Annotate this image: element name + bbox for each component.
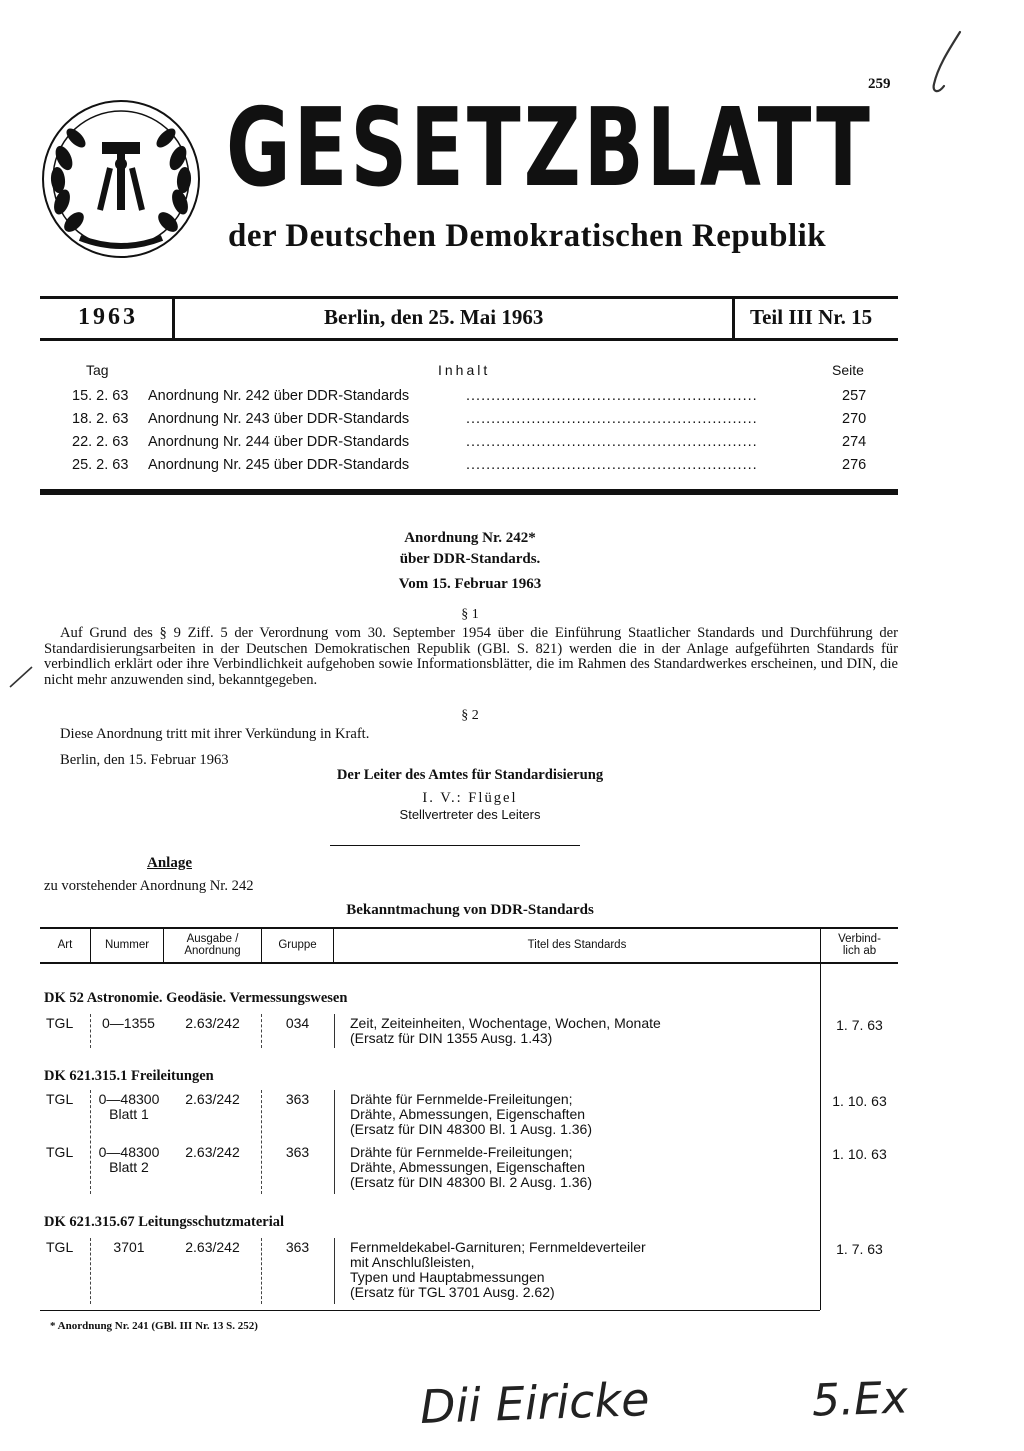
column-header-issue-2: Anordnung xyxy=(184,945,241,957)
column-header-binding: Verbind- xyxy=(838,933,881,945)
column-header-art: Art xyxy=(57,939,73,951)
annex-heading: Anlage xyxy=(147,855,192,871)
contents-row xyxy=(0,411,1024,433)
table-row-divider xyxy=(261,1238,262,1304)
dot-leader: .......................................................... xyxy=(466,457,758,473)
cell-title: Zeit, Zeiteinheiten, Wochentage, Wochen, Monate xyxy=(350,1015,661,1031)
signer-title: Stellvertreter des Leiters xyxy=(399,807,541,822)
cell-group: 363 xyxy=(285,1144,310,1160)
contents-page: 276 xyxy=(842,457,867,473)
cell-title: Drähte für Fernmelde-Freileitungen; xyxy=(350,1144,573,1160)
contents-title: Anordnung Nr. 242 über DDR-Standards xyxy=(148,388,410,404)
contents-title: Anordnung Nr. 244 über DDR-Standards xyxy=(148,434,410,450)
issue-part-number: Teil III Nr. 15 xyxy=(750,305,873,329)
contents-title-header: Inhalt xyxy=(438,362,491,378)
cell-group: 363 xyxy=(285,1091,310,1107)
table-row-divider xyxy=(334,1014,335,1048)
contents-page-header: Seite xyxy=(832,362,864,378)
cell-art: TGL xyxy=(46,1239,74,1255)
section-1-text: Auf Grund des § 9 Ziff. 5 der Verordnung vom 30. September 1954 über die Einführung Staatlicher Standards und Durchführung der Standardisierungsarbeiten in der Deutschen Demokratischen Republik (GBl. S. 821) werden die in der Anlage aufgeführten Standards für verbindlich erklärt oder ihre Verbindlichkeit aufgehoben sowie Informationsblätter, die im Rahmen des Standardwerkes erscheinen, und DIN, die nicht mehr anzuwenden sind, bekanntgegeben. xyxy=(44,625,898,689)
state-emblem-icon xyxy=(40,98,202,260)
cell-issue: 2.63/242 xyxy=(185,1091,240,1107)
issue-bar-top-rule xyxy=(40,296,898,299)
contents-day: 18. 2. 63 xyxy=(72,411,129,427)
cell-binding-date: 1. 7. 63 xyxy=(836,1017,883,1033)
section-1-heading: § 1 xyxy=(461,607,479,622)
table-row-divider xyxy=(90,1014,91,1048)
signature-rule xyxy=(330,845,580,846)
section-2-text: Diese Anordnung tritt mit ihrer Verkündung in Kraft. xyxy=(60,726,370,742)
cell-binding-date: 1. 10. 63 xyxy=(832,1146,887,1162)
cell-title-line: Drähte, Abmessungen, Eigenschaften xyxy=(350,1159,586,1175)
contents-row xyxy=(0,457,1024,479)
dot-leader: .......................................................... xyxy=(466,434,758,450)
ordinance-subtitle: über DDR-Standards. xyxy=(399,551,541,567)
cell-issue: 2.63/242 xyxy=(185,1015,240,1031)
cell-binding-date: 1. 10. 63 xyxy=(832,1093,887,1109)
cell-number-sheet: Blatt 2 xyxy=(109,1159,149,1175)
contents-day: 22. 2. 63 xyxy=(72,434,129,450)
table-row-divider xyxy=(261,1090,262,1194)
column-header-group: Gruppe xyxy=(278,939,317,951)
table-row-divider xyxy=(334,1238,335,1304)
cell-title-replacement: (Ersatz für DIN 48300 Bl. 1 Ausg. 1.36) xyxy=(350,1121,593,1137)
ordinance-date: Vom 15. Februar 1963 xyxy=(398,576,542,592)
cell-binding-date: 1. 7. 63 xyxy=(836,1241,883,1257)
handwritten-note-left: Dii Eiricke xyxy=(419,1372,651,1434)
contents-row xyxy=(0,434,1024,456)
signing-place-date: Berlin, den 15. Februar 1963 xyxy=(60,752,229,768)
contents-page: 270 xyxy=(842,411,867,427)
column-header-number: Nummer xyxy=(104,939,150,951)
issue-bar-divider xyxy=(732,299,735,338)
cell-number: 3701 xyxy=(113,1239,145,1255)
column-header-title: Titel des Standards xyxy=(527,939,627,951)
masthead-title: GESETZBLATT xyxy=(226,86,873,211)
annex-subheading: zu vorstehender Anordnung Nr. 242 xyxy=(44,878,254,894)
footnote: * Anordnung Nr. 241 (GBl. III Nr. 13 S. 252) xyxy=(50,1320,258,1332)
handwritten-note-right: 5.Ex xyxy=(811,1372,909,1427)
table-section-heading: DK 621.315.67 Leitungsschutzmaterial xyxy=(44,1214,285,1230)
cell-title: Drähte für Fernmelde-Freileitungen; xyxy=(350,1091,573,1107)
signer-name: I. V.: Flügel xyxy=(422,790,518,806)
contents-page: 257 xyxy=(842,388,867,404)
table-row-divider xyxy=(90,1090,91,1194)
table-bottom-rule xyxy=(40,1310,820,1311)
issue-bar-bottom-rule xyxy=(40,338,898,341)
cell-group: 034 xyxy=(285,1015,310,1031)
contents-title: Anordnung Nr. 243 über DDR-Standards xyxy=(148,411,410,427)
dot-leader: .......................................................... xyxy=(466,388,758,404)
contents-day: 25. 2. 63 xyxy=(72,457,129,473)
cell-group: 363 xyxy=(285,1239,310,1255)
table-row-divider xyxy=(334,1090,335,1194)
table-row-divider xyxy=(90,1238,91,1304)
column-header-binding-2: lich ab xyxy=(842,945,877,957)
margin-pen-mark xyxy=(6,664,36,690)
page-number: 259 xyxy=(868,76,891,92)
cell-issue: 2.63/242 xyxy=(185,1239,240,1255)
contents-page: 274 xyxy=(842,434,867,450)
cell-art: TGL xyxy=(46,1015,74,1031)
cell-art: TGL xyxy=(46,1091,74,1107)
table-title: Bekanntmachung von DDR-Standards xyxy=(346,902,594,918)
cell-title-replacement: (Ersatz für DIN 48300 Bl. 2 Ausg. 1.36) xyxy=(350,1174,593,1190)
issue-year: 1963 xyxy=(78,304,138,330)
contents-row xyxy=(0,388,1024,410)
table-section-heading: DK 52 Astronomie. Geodäsie. Vermessungswesen xyxy=(44,990,348,1006)
cell-title-replacement: (Ersatz für DIN 1355 Ausg. 1.43) xyxy=(350,1030,553,1046)
contents-day: 15. 2. 63 xyxy=(72,388,129,404)
table-top-rule xyxy=(40,927,898,929)
cell-title: Fernmeldekabel-Garnituren; Fernmeldeverteiler xyxy=(350,1239,646,1255)
dot-leader: .......................................................... xyxy=(466,411,758,427)
signer-role: Der Leiter des Amtes für Standardisierung xyxy=(336,767,604,783)
cell-title-replacement: (Ersatz für TGL 3701 Ausg. 2.62) xyxy=(350,1284,555,1300)
cell-number-sheet: Blatt 1 xyxy=(109,1106,149,1122)
contents-day-header: Tag xyxy=(86,362,109,378)
contents-title: Anordnung Nr. 245 über DDR-Standards xyxy=(148,457,410,473)
handwritten-corner-mark xyxy=(920,28,970,98)
issue-date: Berlin, den 25. Mai 1963 xyxy=(324,305,544,329)
ordinance-title: Anordnung Nr. 242* xyxy=(404,530,536,546)
section-2-heading: § 2 xyxy=(461,708,479,723)
cell-issue: 2.63/242 xyxy=(185,1144,240,1160)
table-row-divider xyxy=(261,1014,262,1048)
cell-number: 0—48300 xyxy=(98,1091,160,1107)
contents-bottom-rule xyxy=(40,489,898,495)
table-section-heading: DK 621.315.1 Freileitungen xyxy=(44,1068,214,1084)
table-header-rule xyxy=(40,962,898,964)
cell-number: 0—48300 xyxy=(98,1144,160,1160)
cell-number: 0—1355 xyxy=(102,1015,155,1031)
cell-title-line: mit Anschlußleisten, xyxy=(350,1254,475,1270)
cell-title-line: Drähte, Abmessungen, Eigenschaften xyxy=(350,1106,586,1122)
issue-bar-divider xyxy=(172,299,175,338)
cell-title-line: Typen und Hauptabmessungen xyxy=(350,1269,545,1285)
cell-art: TGL xyxy=(46,1144,74,1160)
masthead-subtitle: der Deutschen Demokratischen Republik xyxy=(228,218,827,254)
column-header-issue: Ausgabe / xyxy=(186,933,239,945)
